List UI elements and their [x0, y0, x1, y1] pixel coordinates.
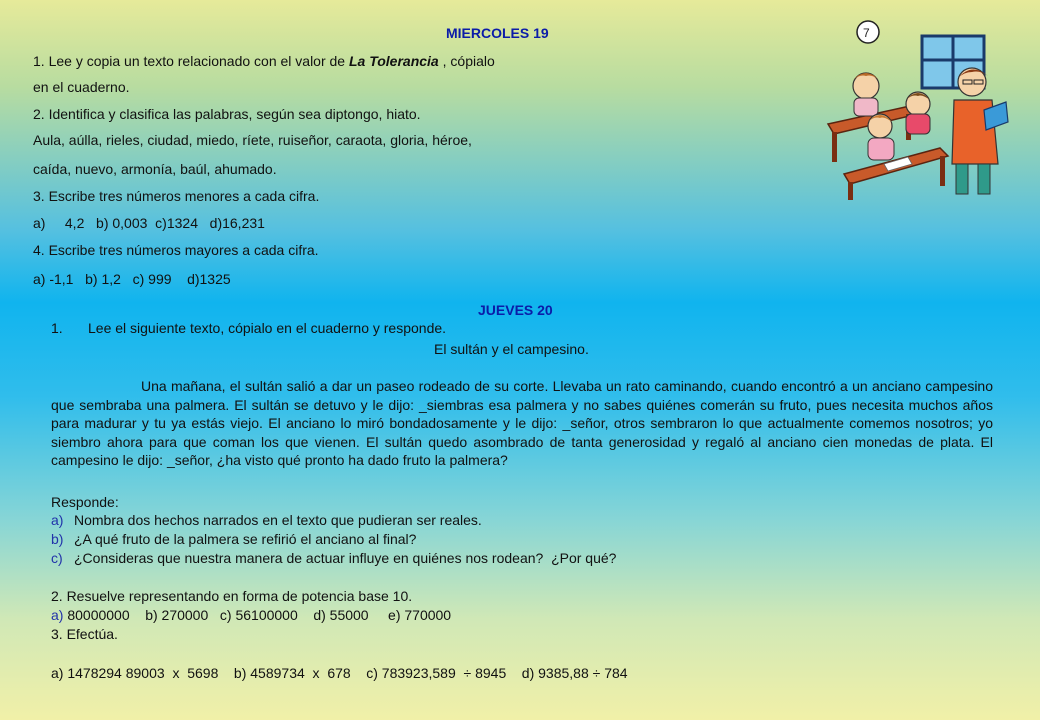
heading-jueves: JUEVES 20: [478, 302, 553, 318]
jueves-item-1: [51, 320, 447, 336]
miercoles-line-2: en el cuaderno.: [33, 79, 130, 95]
miercoles-line-3: 2. Identifica y clasifica las palabras, según sea diptongo, hiato.: [33, 106, 421, 122]
jueves-item-3-ops: a) 1478294 89003 x 5698 b) 4589734 x 678 c) 783923,589 ÷ 8945 d) 9385,88 ÷ 784: [51, 665, 628, 681]
question-a-text: Nombra dos hechos narrados en el texto que pudieran ser reales.: [74, 512, 482, 528]
question-c: [51, 550, 617, 566]
item-1-number: 1.: [51, 320, 63, 336]
miercoles-line-7: a) 4,2 b) 0,003 c)1324 d)16,231: [33, 215, 265, 231]
miercoles-line-6: 3. Escribe tres números menores a cada cifra.: [33, 188, 320, 204]
miercoles-line-4: Aula, aúlla, rieles, ciudad, miedo, ríete, ruiseñor, caraota, gloria, héroe,: [33, 132, 472, 148]
item-2-letter: a): [51, 607, 64, 623]
responde-label: Responde:: [51, 494, 119, 510]
question-c-letter: c): [51, 550, 63, 566]
task-1-suffix: , cópialo: [438, 53, 495, 69]
question-a: [51, 512, 482, 528]
miercoles-line-5: caída, nuevo, armonía, baúl, ahumado.: [33, 161, 277, 177]
question-a-letter: a): [51, 512, 64, 528]
item-1-text: Lee el siguiente texto, cópialo en el cuaderno y responde.: [88, 320, 447, 336]
task-1-emphasis: La Tolerancia: [348, 53, 439, 69]
miercoles-line-9: a) -1,1 b) 1,2 c) 999 d)1325: [33, 271, 231, 287]
question-b: [51, 531, 417, 547]
story-title: El sultán y el campesino.: [434, 341, 589, 357]
task-1-text: 1. Lee y copia un texto relacionado con el valor de: [33, 53, 349, 69]
item-2-values: 80000000 b) 270000 c) 56100000 d) 55000 e) 770000: [63, 607, 452, 623]
jueves-item-2-values: [51, 607, 451, 623]
miercoles-line-1: [33, 53, 495, 69]
heading-miercoles: MIERCOLES 19: [446, 25, 549, 41]
jueves-item-3: 3. Efectúa.: [51, 626, 118, 642]
jueves-item-2: 2. Resuelve representando en forma de potencia base 10.: [51, 588, 413, 604]
classroom-illustration: [822, 14, 1012, 200]
question-c-text: ¿Consideras que nuestra manera de actuar influye en quiénes nos rodean? ¿Por qué?: [74, 550, 617, 566]
note-digit: 7: [863, 26, 870, 40]
story-paragraph: Una mañana, el sultán salió a dar un paseo rodeado de su corte. Llevaba un rato caminando, cuando encontró a un anciano campesino que sembraba una palmera. El sultán se detuvo y le dijo: _siembras esa palmera y no sabes quiénes comerán su fruto, pues necesita muchos años para madurar y tu ya estás viejo. El anciano lo miró bondadosamente y le dijo: _señor, otros sembraron lo que actualmente comemos nosotros; yo siembro ahora para que coman los que vienen. El sultán quedo asombrado de tanta generosidad y regaló al anciano cien monedas de plata. El campesino le dijo: _señor, ¿ha visto qué pronto ha dado fruto la palmera?: [51, 378, 993, 469]
question-b-text: ¿A qué fruto de la palmera se refirió el anciano al final?: [74, 531, 417, 547]
question-b-letter: b): [51, 531, 64, 547]
classroom-svg: [822, 14, 1012, 200]
miercoles-line-8: 4. Escribe tres números mayores a cada cifra.: [33, 242, 319, 258]
